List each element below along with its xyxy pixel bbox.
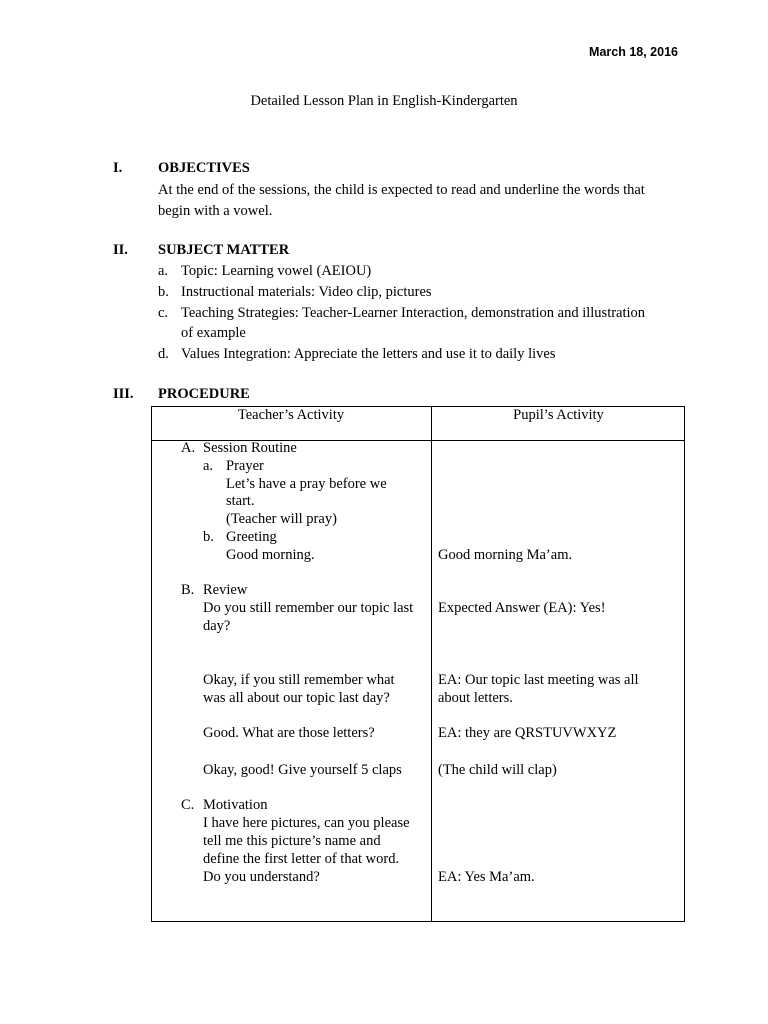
section-heading-procedure: PROCEDURE: [158, 386, 250, 402]
section-numeral-objectives: I.: [113, 160, 123, 176]
section-heading-subject-matter: SUBJECT MATTER: [158, 242, 290, 258]
subject-strategies: Teaching Strategies: Teacher-Learner Interaction, demonstration and illustration: [181, 305, 646, 321]
list-marker: b.: [158, 284, 169, 300]
teacher-step-marker: C.: [181, 797, 195, 813]
table-header-pupil: Pupil’s Activity: [513, 407, 604, 423]
teacher-line: I have here pictures, can you please: [203, 815, 410, 831]
teacher-line: Let’s have a pray before we: [226, 476, 387, 492]
pupil-response: about letters.: [438, 690, 513, 706]
table-header-teacher: Teacher’s Activity: [237, 407, 345, 423]
document-date: March 18, 2016: [589, 45, 678, 59]
teacher-substep-marker: b.: [203, 529, 214, 545]
document-title: Detailed Lesson Plan in English-Kindergarten: [250, 93, 518, 109]
list-marker: a.: [158, 263, 169, 279]
subject-values: Values Integration: Appreciate the letters and use it to daily lives: [181, 346, 556, 362]
section-numeral-procedure: III.: [113, 386, 134, 402]
pupil-response: EA: Our topic last meeting was all: [438, 672, 639, 688]
pupil-response: (The child will clap): [438, 762, 557, 778]
teacher-step-title: Session Routine: [203, 440, 297, 456]
list-marker: c.: [158, 305, 169, 321]
table-column-divider: [431, 406, 432, 922]
teacher-substep-marker: a.: [203, 458, 214, 474]
teacher-line: define the first letter of that word.: [203, 851, 400, 867]
subject-topic: Topic: Learning vowel (AEIOU): [181, 263, 372, 279]
teacher-step-marker: B.: [181, 582, 195, 598]
subject-materials: Instructional materials: Video clip, pictures: [181, 284, 432, 300]
teacher-line: (Teacher will pray): [226, 511, 337, 527]
section-numeral-subject-matter: II.: [113, 242, 128, 258]
pupil-response: EA: Yes Ma’am.: [438, 869, 535, 885]
teacher-step-title: Motivation: [203, 797, 268, 813]
subject-strategies-cont: of example: [181, 325, 246, 341]
teacher-line: tell me this picture’s name and: [203, 833, 381, 849]
teacher-step-marker: A.: [181, 440, 196, 456]
teacher-line: day?: [203, 618, 231, 634]
objectives-text: At the end of the sessions, the child is expected to read and underline the words that begin with a vowel.: [158, 182, 645, 219]
pupil-response: Good morning Ma’am.: [438, 547, 573, 563]
teacher-line: Okay, if you still remember what: [203, 672, 395, 688]
teacher-substep-title: Prayer: [226, 458, 264, 474]
list-marker: d.: [158, 346, 169, 362]
teacher-step-title: Review: [203, 582, 248, 598]
teacher-substep-title: Greeting: [226, 529, 277, 545]
teacher-line: Do you still remember our topic last: [203, 600, 414, 616]
pupil-response: EA: they are QRSTUVWXYZ: [438, 725, 617, 741]
teacher-line: Do you understand?: [203, 869, 320, 885]
teacher-line: start.: [226, 493, 255, 509]
teacher-line: Good morning.: [226, 547, 315, 563]
pupil-response: Expected Answer (EA): Yes!: [438, 600, 606, 616]
section-heading-objectives: OBJECTIVES: [158, 160, 250, 176]
teacher-line: was all about our topic last day?: [203, 690, 390, 706]
teacher-line: Okay, good! Give yourself 5 claps: [203, 762, 402, 778]
teacher-line: Good. What are those letters?: [203, 725, 375, 741]
